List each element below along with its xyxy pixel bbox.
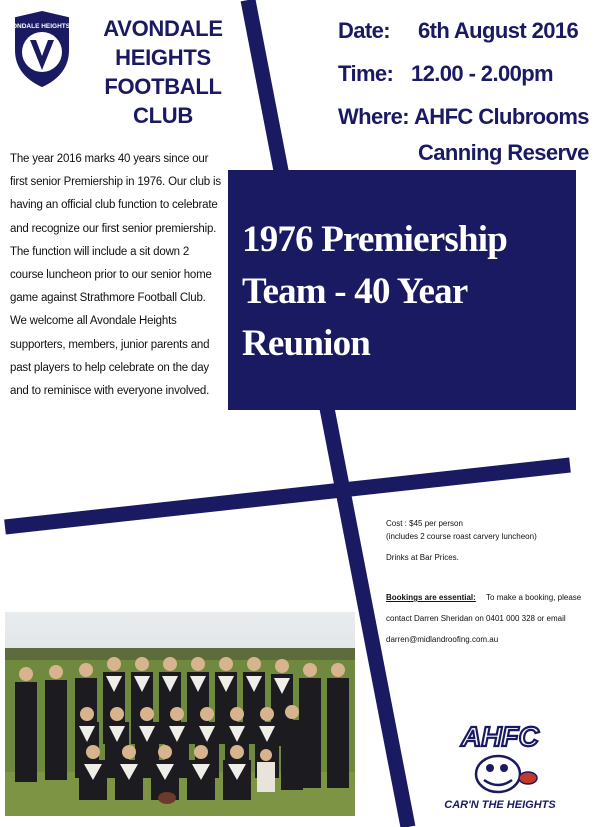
time-value: 12.00 - 2.00pm (411, 61, 554, 86)
cost-note: (includes 2 course roast carvery luncheon) (386, 532, 537, 541)
intro-paragraph-1: The year 2016 marks 40 years since our first senior Premiership in 1976. Our club is having an official club function to celebrate and recognize our first senior premiership. (10, 153, 221, 235)
horizontal-line (5, 465, 570, 527)
date-value: 6th August 2016 (418, 18, 579, 43)
club-title (78, 14, 248, 130)
booking-email[interactable]: darren@midlandroofing.com.au (386, 635, 499, 644)
reunion-banner (228, 170, 576, 410)
where-value-line1: AHFC Clubrooms (414, 104, 589, 129)
drinks-text: Drinks at Bar Prices. (386, 553, 459, 562)
badge-text: AVONDALE HEIGHTS FC (3, 23, 81, 30)
date-label: Date: (338, 18, 391, 43)
ahfc-mascot-logo-icon (440, 716, 560, 816)
club-title-line1: AVONDALE HEIGHTS (103, 16, 223, 70)
banner-title (242, 214, 572, 370)
bookings-line1 (386, 593, 581, 602)
intro-paragraph-2: The function will include a sit down 2 course luncheon prior to our senior home game against Strathmore Football Club. (10, 245, 212, 305)
banner-line1: 1976 Premiership (242, 219, 508, 260)
mascot-top-text: AHFC (461, 721, 539, 752)
mascot-bottom-text: CAR'N THE HEIGHTS (444, 799, 556, 811)
where-value-line2: Canning Reserve (418, 140, 589, 165)
bookings-text1: To make a booking, please (486, 593, 582, 602)
intro-text (10, 148, 225, 403)
banner-line2: Team - 40 Year (242, 271, 468, 312)
intro-paragraph-3: We welcome all Avondale Heights supporters, members, junior parents and past players to help celebrate on the day and to reminisce with everyone involved. (10, 315, 210, 398)
bookings-text2: contact Darren Sheridan on 0401 000 328 or email (386, 614, 566, 623)
bookings-label: Bookings are essential: (386, 593, 476, 602)
club-title-line2: FOOTBALL CLUB (104, 74, 222, 128)
banner-line3: Reunion (242, 323, 371, 364)
team-photo (5, 612, 355, 816)
where-label: Where: (338, 104, 409, 129)
club-badge-icon (3, 10, 81, 88)
time-label: Time: (338, 61, 394, 86)
cost-text: Cost : $45 per person (386, 519, 463, 528)
